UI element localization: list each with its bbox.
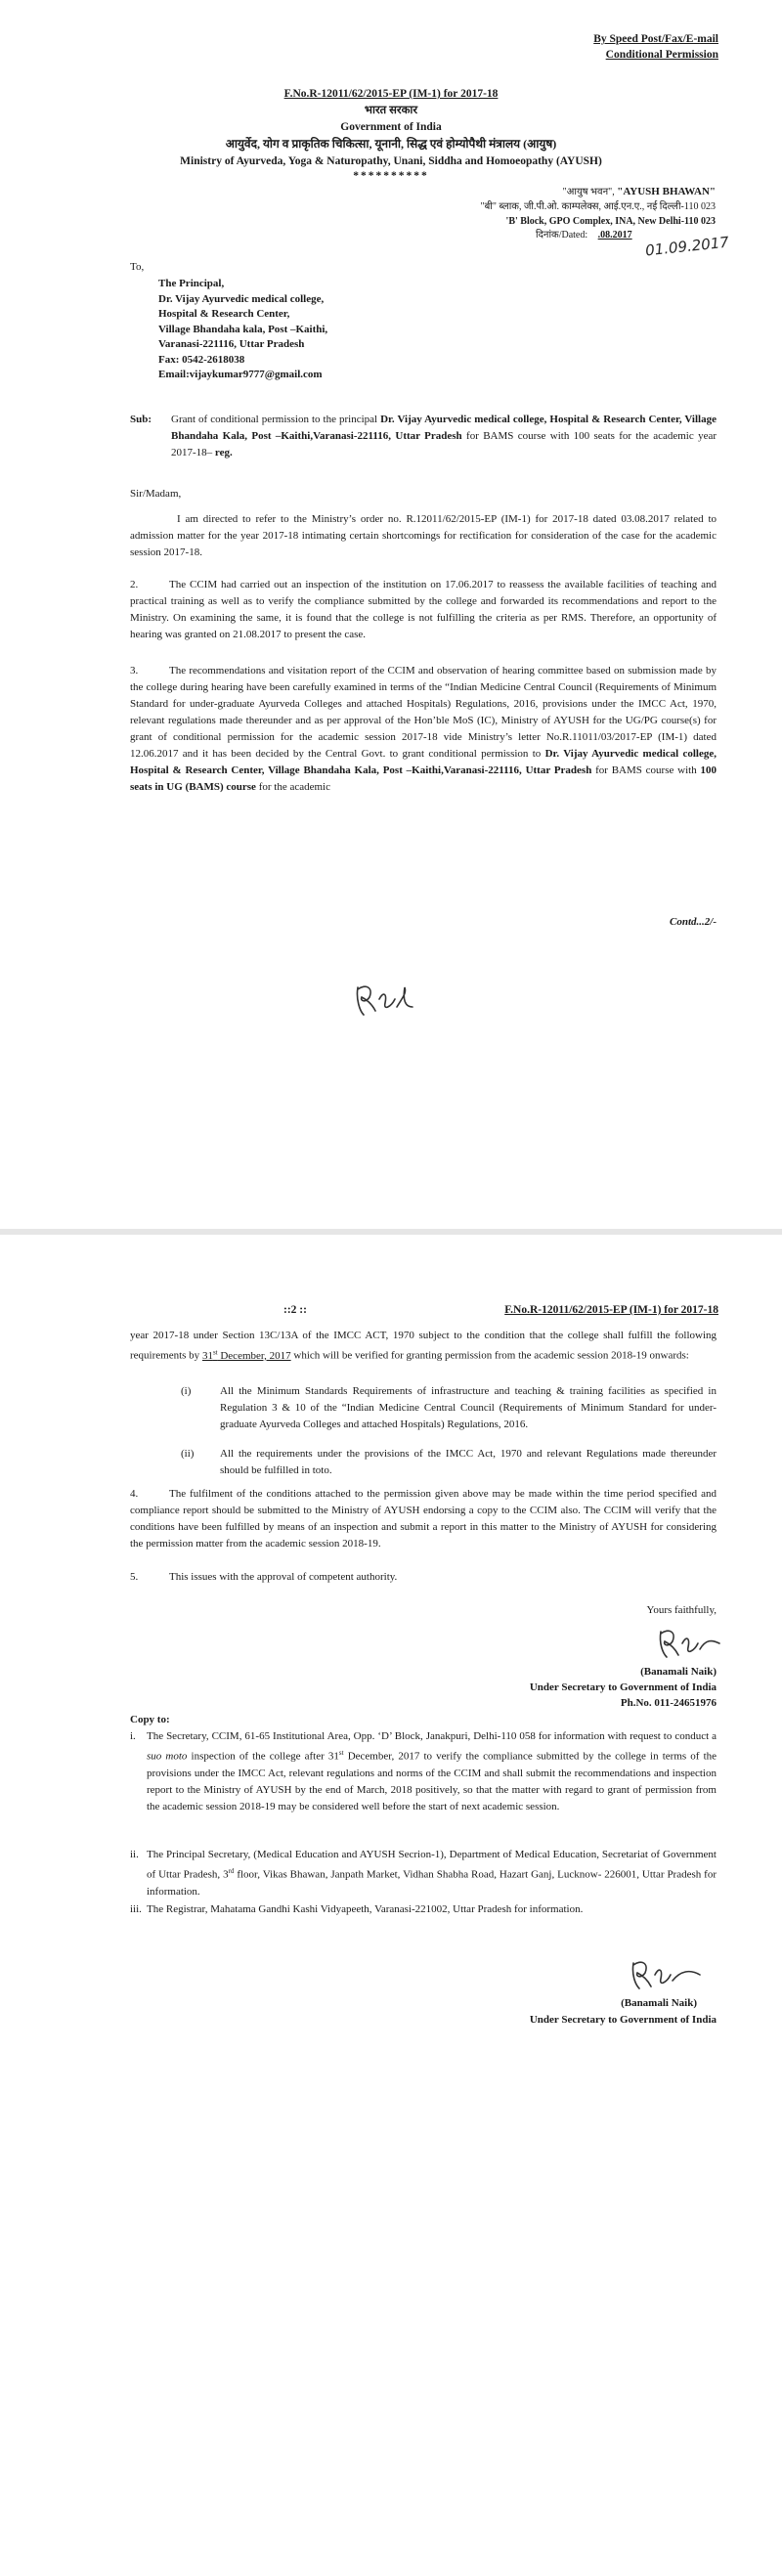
addressee-line: Village Bhandaha kala, Post –Kaithi, [158, 323, 328, 335]
page-separator [0, 1229, 782, 1235]
paragraph-2-number: 2. [130, 579, 139, 590]
subject-part: for BAMS course with 100 seats for the academic year 2017-18– [171, 430, 717, 458]
paragraph-3-part: The recommendations and visitation report of the CCIM and observation of hearing committee based on submission made by the college during hearing have been carefully examined in terms of the “Indian Medicine Central Council (Requirements of Minimum Standard for under-graduate Ayurveda Colleges and attached Hospitals) Regulations, 2016, provisions under the IMCC Act, 1970, relevant regulations made thereunder and as per approval of the Hon’ble MoS (IC), Ministry of AYUSH for the UG/PG course(s) for grant of conditional permission for the academic session 2017-18 vide Ministry’s letter No.R.11011/03/2017-EP (IM-1) dated 12.06.2017 and it has been decided by the Central Govt. to grant conditional permission to [130, 665, 717, 760]
final-signatory-title: Under Secretary to Government of India [529, 2014, 717, 2026]
permission-type-text: Conditional Permission [605, 49, 718, 61]
deadline-month-year: December, 2017 [217, 1349, 291, 1362]
delivery-mode-text: By Speed Post/Fax/E-mail [593, 33, 718, 45]
copy-item-part: floor, Vikas Bhawan, Janpath Market, Vidhan Shabha Road, Hazart Ganj, Lucknow- 226001, Uttar Pradesh for information. [147, 1868, 717, 1898]
signatory-phone: Ph.No. 011-24651976 [620, 1697, 717, 1709]
copy-item-part: The Principal Secretary, (Medical Education and AYUSH Secrion-1), Department of Medical Education, Secretariat of Government of Uttar Pradesh, 3 [147, 1849, 717, 1881]
delivery-mode [547, 32, 718, 46]
condition-number: (i) [181, 1385, 192, 1397]
copy-item-number: i. [130, 1730, 136, 1742]
deadline-sup: st [212, 1348, 218, 1356]
addressee-line: Fax: 0542-2618038 [158, 353, 245, 366]
copy-item-sup: st [338, 1749, 344, 1757]
addressee-line: Hospital & Research Center, [158, 308, 290, 320]
subject-institution: Dr. Vijay Ayurvedic medical college, Hospital & Research Center, Village Bhandaha Kala, Post –Kaithi,Varanasi-221116, Uttar Pradesh [171, 414, 717, 442]
ministry-name: Ministry of Ayurveda, Yoga & Naturopathy, Unani, Siddha and Homoeopathy (AYUSH) [180, 155, 602, 167]
copy-item-number: ii. [130, 1849, 139, 1860]
final-signatory-name: (Banamali Naik) [621, 1997, 697, 2009]
continuation-part: which will be verified for granting permission from the academic session 2018-19 onwards: [290, 1349, 689, 1362]
copy-item-part: December, 2017 to verify the compliance submitted by the college in terms of the provisions under the IMCC Act, relevant regulations and norms of the CCIM and shall submit the recommendations and inspection report to the Ministry of AYUSH by the end of March, 2018 positively, so that the matter with regard to grant of permission from the academic session 2018-19 may be considered well before the start of next academic session. [147, 1750, 717, 1812]
dated-value: .08.2017 [597, 230, 632, 240]
copy-item-text: The Registrar, Mahatama Gandhi Kashi Vidyapeeth, Varanasi-221002, Uttar Pradesh for information. [147, 1903, 584, 1915]
paragraph-5: This issues with the approval of competent authority. [169, 1571, 398, 1583]
copy-item-number: iii. [130, 1903, 142, 1915]
signatory-title: Under Secretary to Government of India [529, 1681, 717, 1693]
paragraph-5-number: 5. [130, 1571, 139, 1583]
signatory-name: (Banamali Naik) [640, 1666, 717, 1678]
paragraph-4: The fulfilment of the conditions attached to the permission given above may be made within the time period specified and compliance report should be submitted to the Ministry of AYUSH endorsing a copy to the CCIM also. The CCIM will verify that the conditions have been fulfilled by means of an inspection and submit a report in this matter to the Ministry of AYUSH for considering the permission matter from the academic session 2018-19. [130, 1488, 717, 1550]
continuation-part: year 2017-18 under Section 13C/13A of the IMCC ACT, 1970 subject to the condition that the college shall fulfill the following requirements by [130, 1330, 717, 1362]
permission-type [547, 48, 718, 62]
paragraph-3 [130, 663, 717, 796]
country-name: Government of India [340, 121, 442, 133]
copy-item-text [147, 1728, 717, 1815]
deadline-day: 31 [201, 1349, 213, 1362]
copy-item-sup: rd [228, 1867, 235, 1875]
paragraph-3-seats: 100 seats in UG (BAMS) course [130, 764, 717, 793]
condition-text: All the Minimum Standards Requirements of infrastructure and teaching & training facilities as specified in Regulation 3 & 10 of the “Indian Medicine Central Council (Requirements of Minimum Standard for under-graduate Ayurveda Colleges and attached Hospitals) Regulations, 2016. [220, 1385, 717, 1430]
continued-marker: Contd...2/- [670, 916, 717, 928]
addressee-line: Email:vijaykumar9777@gmail.com [158, 369, 323, 380]
letter-page-1 [0, 0, 782, 1227]
paragraph-3-part: for BAMS course with [591, 764, 701, 776]
page-marker: ::2 :: [283, 1304, 307, 1316]
paragraph-4-number: 4. [130, 1488, 139, 1500]
continuation-paragraph [130, 1328, 717, 1365]
building-name: "AYUSH BHAWAN" [617, 186, 716, 197]
deadline-date [202, 1350, 291, 1362]
letter-page-2 [0, 1237, 782, 2576]
paragraph-3-part: for the academic [255, 781, 330, 793]
paragraph-2: The CCIM had carried out an inspection of the institution on 17.06.2017 to reassess the available facilities of teaching and practical training as well as to verify the compliance submitted by the college and forwarded its recommendations and report to the Ministry. On examining the same, it is found that the college is not fulfilling the criteria as per RMS. Therefore, an opportunity of hearing was granted on 21.08.2017 to present the case. [130, 579, 717, 640]
dated-label: दिनांक/Dated: [536, 230, 588, 240]
closing: Yours faithfully, [646, 1604, 717, 1616]
final-signature [626, 1955, 704, 1994]
paragraph-1: I am directed to refer to the Ministry’s order no. R.12011/62/2015-EP (IM-1) for 2017-18 dated 03.08.2017 related to admission matter for the year 2017-18 intimating certain shortcomings for rectification for consideration of the case for the academic session 2017-18. [130, 513, 717, 558]
addressee-line: The Principal, [158, 278, 225, 289]
file-number: F.No.R-12011/62/2015-EP (IM-1) for 2017-18 [283, 88, 499, 100]
paragraph-3-institution: Dr. Vijay Ayurvedic medical college, Hospital & Research Center, Village Bhandaha Kala, Post –Kaithi,Varanasi-221116, Uttar Pradesh [130, 748, 717, 776]
condition-number: (ii) [181, 1448, 195, 1460]
hindi-country: भारत सरकार [364, 105, 418, 116]
hindi-ministry-name: आयुर्वेद, योग व प्राकृतिक चिकित्सा, यूनानी, सिद्ध एवं होम्योपैथी मंत्रालय (आयुष) [225, 137, 557, 151]
signature [655, 1626, 723, 1663]
copy-item-text [147, 1847, 717, 1900]
subject-label: Sub: [130, 414, 152, 425]
address-hindi: "बी" ब्लाक, जी.पी.ओ. काम्पलेक्स, आई.एन.ए., नई दिल्ली-110 023 [480, 201, 716, 212]
copy-item-italic: suo moto [147, 1750, 188, 1763]
condition-text: All the requirements under the provisions of the IMCC Act, 1970 and relevant Regulations made thereunder should be fulfilled in toto. [220, 1448, 717, 1476]
copy-item-part: The Secretary, CCIM, 61-65 Institutional Area, Opp. ‘D’ Block, Janakpuri, Delhi-110 058 for information with request to conduct a [147, 1730, 717, 1742]
paragraph-3-number: 3. [130, 665, 139, 677]
to-label: To, [130, 261, 145, 273]
separator-stars: ********** [353, 170, 429, 182]
addressee-line: Varanasi-221116, Uttar Pradesh [158, 338, 305, 350]
addressee-block [158, 277, 327, 383]
address: 'B' Block, GPO Complex, INA, New Delhi-110 023 [505, 216, 716, 227]
subject-reg: reg. [214, 447, 233, 458]
subject-part: Grant of conditional permission to the principal [171, 414, 381, 425]
initials-signature [352, 978, 420, 1022]
copy-to-label: Copy to: [130, 1714, 170, 1725]
page-2-file-number: F.No.R-12011/62/2015-EP (IM-1) for 2017-18 [504, 1304, 718, 1316]
salutation: Sir/Madam, [130, 488, 182, 500]
copy-item-part: inspection of the college after 31 [187, 1750, 339, 1763]
building-line [411, 186, 716, 198]
subject-text [171, 412, 717, 461]
handwritten-date: 01.09.2017 [644, 233, 730, 260]
building-hindi: "आयुष भवन", [562, 187, 615, 197]
addressee-line: Dr. Vijay Ayurvedic medical college, [158, 292, 325, 305]
